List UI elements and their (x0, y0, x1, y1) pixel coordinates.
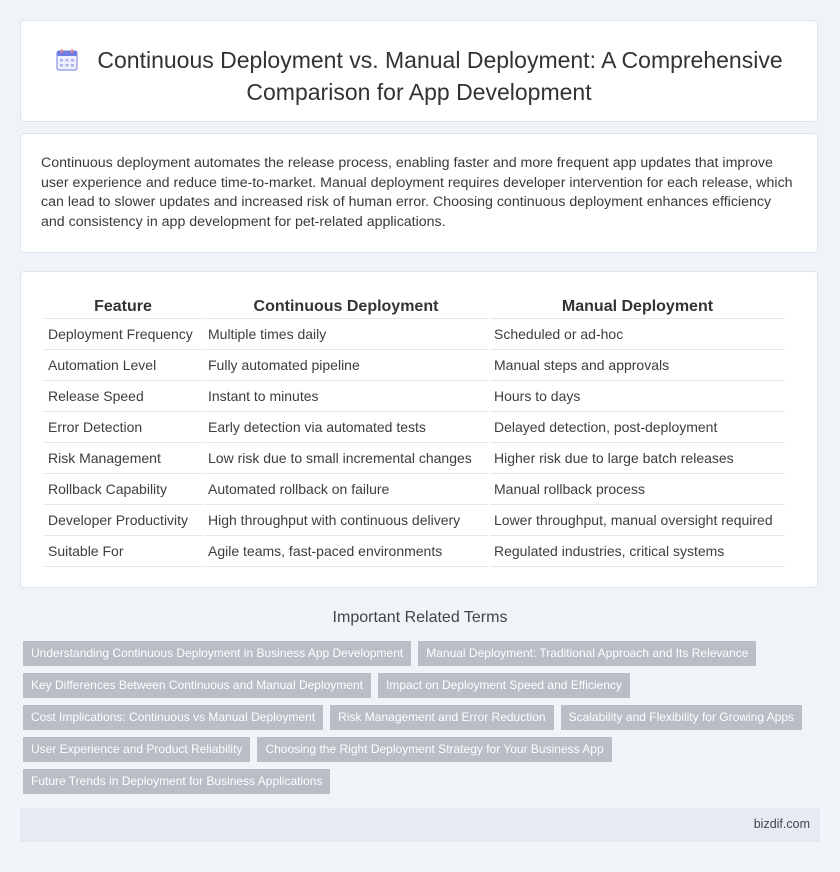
table-cell: Scheduled or ad-hoc (490, 319, 785, 350)
table-cell: Instant to minutes (204, 381, 488, 412)
table-row (44, 505, 785, 536)
table-cell: Suitable For (44, 536, 202, 567)
table-row (44, 319, 785, 350)
table-header-row (44, 296, 785, 319)
table-cell: Release Speed (44, 381, 202, 412)
table-cell: Delayed detection, post-deployment (490, 412, 785, 443)
table-cell: Manual rollback process (490, 474, 785, 505)
table-row (44, 412, 785, 443)
related-term-link[interactable]: Impact on Deployment Speed and Efficiency (378, 673, 630, 698)
comparison-card (20, 271, 818, 588)
table-cell: Low risk due to small incremental changes (204, 443, 488, 474)
related-term-link[interactable]: Scalability and Flexibility for Growing Apps (561, 705, 802, 730)
related-term-link[interactable]: Understanding Continuous Deployment in Business App Development (23, 641, 411, 666)
footer-bar (20, 808, 820, 842)
page-title-text: Continuous Deployment vs. Manual Deployment: A Comprehensive Comparison for App Development (97, 47, 783, 105)
table-cell: Agile teams, fast-paced environments (204, 536, 488, 567)
table-row (44, 474, 785, 505)
table-row (44, 350, 785, 381)
header-feature: Feature (44, 296, 202, 319)
table-cell: Higher risk due to large batch releases (490, 443, 785, 474)
footer-site-link[interactable]: bizdif.com (753, 817, 810, 831)
table-cell: Developer Productivity (44, 505, 202, 536)
related-terms-title: Important Related Terms (332, 609, 508, 626)
table-row (44, 536, 785, 567)
related-term-link[interactable]: Key Differences Between Continuous and Manual Deployment (23, 673, 371, 698)
comparison-table (42, 296, 787, 567)
table-cell: Regulated industries, critical systems (490, 536, 785, 567)
table-cell: Risk Management (44, 443, 202, 474)
header-manual: Manual Deployment (490, 296, 785, 319)
table-cell: Multiple times daily (204, 319, 488, 350)
header-card (20, 20, 818, 122)
related-term-link[interactable]: Choosing the Right Deployment Strategy for Your Business App (257, 737, 611, 762)
table-cell: Rollback Capability (44, 474, 202, 505)
table-cell: Early detection via automated tests (204, 412, 488, 443)
related-term-link[interactable]: Future Trends in Deployment for Business Applications (23, 769, 330, 794)
table-cell: Error Detection (44, 412, 202, 443)
table-cell: High throughput with continuous delivery (204, 505, 488, 536)
calendar-icon (55, 48, 79, 78)
table-cell: Automated rollback on failure (204, 474, 488, 505)
table-cell: Lower throughput, manual oversight required (490, 505, 785, 536)
table-cell: Deployment Frequency (44, 319, 202, 350)
related-term-link[interactable]: Risk Management and Error Reduction (330, 705, 553, 730)
page-title (21, 21, 817, 106)
related-term-link[interactable]: User Experience and Product Reliability (23, 737, 250, 762)
table-row (44, 381, 785, 412)
related-terms-list (23, 641, 823, 801)
intro-paragraph: Continuous deployment automates the release process, enabling faster and more frequent app updates that improve user experience and reduce time-to-market. Manual deployment requires developer intervention for each release, which can lead to slower updates and increased risk of human error. Choosing continuous deployment enhances efficiency and consistency in app development for pet-related applications. (41, 155, 793, 230)
related-term-link[interactable]: Cost Implications: Continuous vs Manual Deployment (23, 705, 323, 730)
table-cell: Automation Level (44, 350, 202, 381)
table-row (44, 443, 785, 474)
header-continuous: Continuous Deployment (204, 296, 488, 319)
intro-card (20, 133, 818, 253)
related-term-link[interactable]: Manual Deployment: Traditional Approach and Its Relevance (418, 641, 756, 666)
table-cell: Manual steps and approvals (490, 350, 785, 381)
table-cell: Fully automated pipeline (204, 350, 488, 381)
table-cell: Hours to days (490, 381, 785, 412)
